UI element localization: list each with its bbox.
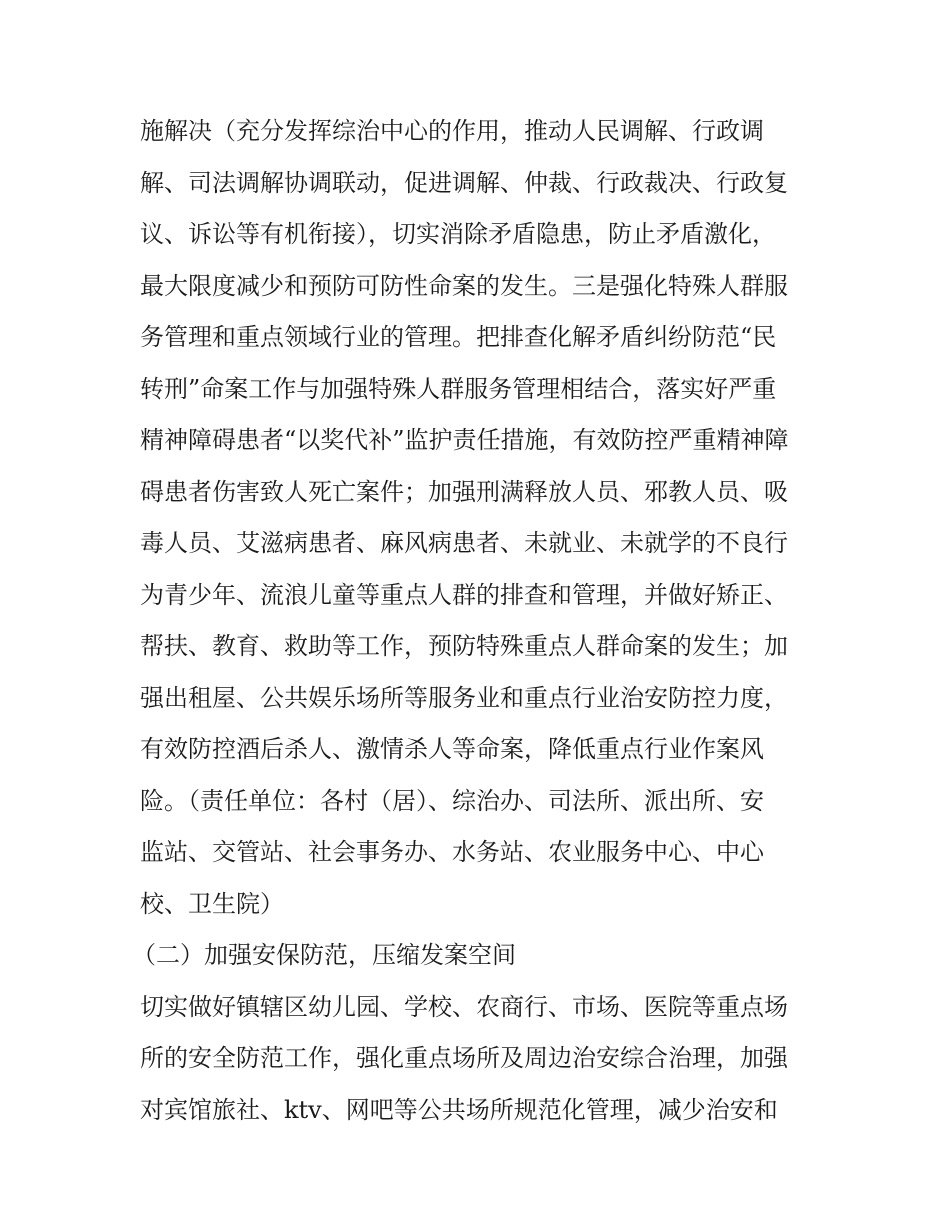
paragraph-line: 校、卫生院） — [140, 889, 284, 918]
paragraph-line: 碍患者伤害致人死亡案件；加强刑满释放人员、邪教人员、吸 — [140, 477, 788, 506]
paragraph-line: 精神障碍患者“以奖代补”监护责任措施，有效防控严重精神障 — [140, 426, 789, 454]
paragraph-line: 议、诉讼等有机衔接），切实消除矛盾隐患，防止矛盾激化， — [140, 220, 776, 248]
paragraph-line: 务管理和重点领域行业的管理。把排查化解矛盾纠纷防范“民 — [140, 323, 777, 351]
paragraph-line: 毒人员、艾滋病患者、麻风病患者、未就业、未就学的不良行 — [140, 529, 788, 557]
paragraph-line: 所的安全防范工作，强化重点场所及周边治安综合治理，加强 — [140, 1044, 788, 1072]
paragraph-line: 为青少年、流浪儿童等重点人群的排查和管理，并做好矫正、 — [140, 580, 788, 609]
paragraph-line: 有效防控酒后杀人、激情杀人等命案，降低重点行业作案风 — [140, 735, 764, 763]
section-heading: （二）加强安保防范，压缩发案空间 — [132, 941, 516, 969]
paragraph-line: 施解决（充分发挥综治中心的作用，推动人民调解、行政调 — [140, 117, 764, 145]
paragraph-line: 切实做好镇辖区幼儿园、学校、农商行、市场、医院等重点场 — [140, 992, 788, 1021]
paragraph-line: 对宾馆旅社、ktv、网吧等公共场所规范化管理，减少治安和 — [140, 1095, 778, 1124]
document-body — [132, 112, 812, 1142]
paragraph-line: 强出租屋、公共娱乐场所等服务业和重点行业治安防控力度， — [140, 683, 788, 712]
paragraph-line: 险。（责任单位：各村（居）、综治办、司法所、派出所、安 — [140, 786, 764, 815]
paragraph-line: 最大限度减少和预防可防性命案的发生。三是强化特殊人群服 — [140, 271, 788, 300]
paragraph-line: 解、司法调解协调联动，促进调解、仲裁、行政裁决、行政复 — [140, 168, 788, 197]
paragraph-line: 转刑”命案工作与加强特殊人群服务管理相结合，落实好严重 — [140, 374, 777, 403]
paragraph-line: 监站、交管站、社会事务办、水务站、农业服务中心、中心 — [140, 838, 764, 866]
paragraph-line: 帮扶、教育、救助等工作，预防特殊重点人群命案的发生；加 — [140, 632, 788, 660]
